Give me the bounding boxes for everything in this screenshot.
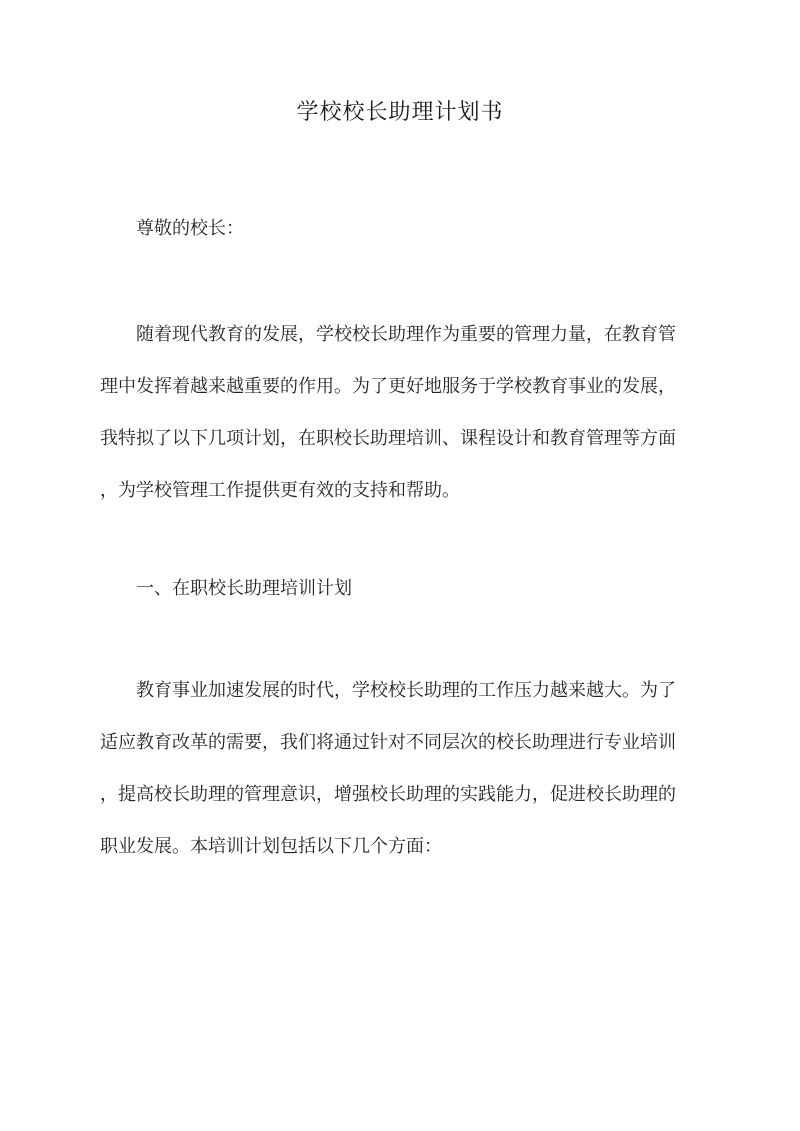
paragraph-line: ，为学校管理工作提供更有效的支持和帮助。 bbox=[100, 480, 460, 501]
section-heading bbox=[100, 563, 736, 615]
section-heading-text: 一、在职校长助理培训计划 bbox=[136, 578, 352, 599]
paragraph-line: 适应教育改革的需要，我们将通过针对不同层次的校长助理进行专业培训 bbox=[100, 732, 676, 753]
paragraph-line: 职业发展。本培训计划包括以下几个方面： bbox=[100, 836, 442, 857]
paragraph-line: 我特拟了以下几项计划，在职校长助理培训、课程设计和教育管理等方面 bbox=[100, 428, 676, 449]
salutation-text: 尊敬的校长： bbox=[136, 218, 244, 239]
training-paragraph bbox=[100, 665, 700, 873]
document-title: 学校校长助理计划书 bbox=[296, 100, 504, 125]
intro-paragraph bbox=[100, 309, 700, 517]
paragraph-line: 随着现代教育的发展，学校校长助理作为重要的管理力量，在教育管 bbox=[136, 324, 676, 345]
paragraph-line: ，提高校长助理的管理意识，增强校长助理的实践能力，促进校长助理的 bbox=[100, 784, 676, 805]
paragraph-line: 理中发挥着越来越重要的作用。为了更好地服务于学校教育事业的发展， bbox=[100, 376, 676, 397]
paragraph-line: 教育事业加速发展的时代，学校校长助理的工作压力越来越大。为了 bbox=[136, 680, 676, 701]
salutation bbox=[100, 203, 736, 255]
